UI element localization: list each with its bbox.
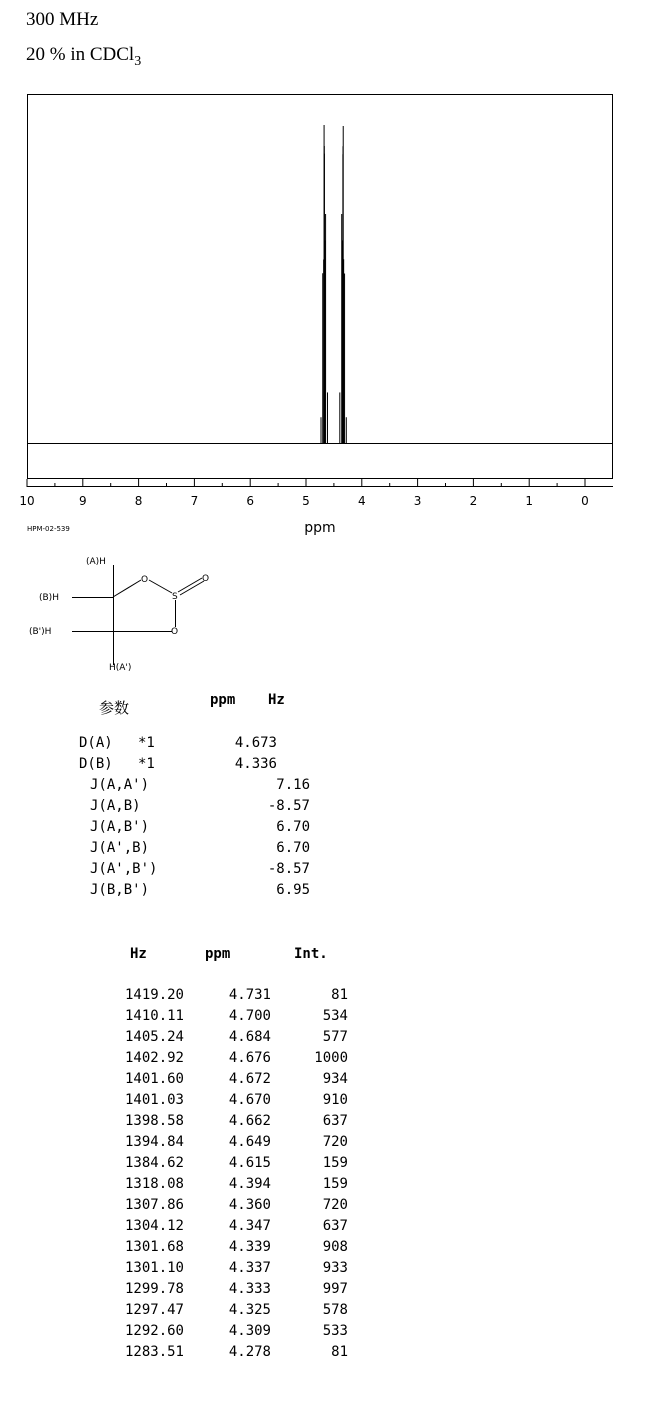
- x-axis-label: ppm: [304, 520, 336, 536]
- peak-ppm: 4.672: [228, 1071, 271, 1087]
- peak-ppm: 4.684: [228, 1029, 271, 1045]
- peak-int: 934: [322, 1071, 348, 1087]
- param-name: J(A',B'): [90, 861, 158, 877]
- x-tick-label: 1: [525, 494, 534, 508]
- plot-frame: [28, 95, 613, 479]
- peak-ppm: 4.670: [228, 1092, 271, 1108]
- peak-hz: 1419.20: [124, 987, 184, 1003]
- peak-ppm: 4.394: [228, 1176, 271, 1192]
- param-name: J(A,B'): [90, 819, 150, 835]
- peak-hz: 1384.62: [124, 1155, 184, 1171]
- peak-hz: 1318.08: [124, 1176, 184, 1192]
- peak-int: 933: [322, 1260, 348, 1276]
- param-name: J(A,A'): [90, 777, 150, 793]
- peak-ppm: 4.278: [228, 1344, 271, 1360]
- param-value: 6.70: [276, 840, 310, 856]
- param-value: -8.57: [267, 798, 310, 814]
- peak-int: 910: [322, 1092, 348, 1108]
- peak-hz: 1394.84: [124, 1134, 184, 1150]
- peak-ppm: 4.662: [228, 1113, 271, 1129]
- atom-s: S: [172, 592, 178, 602]
- peak-hz: 1401.60: [124, 1071, 184, 1087]
- label-h-b: (B)H: [39, 593, 59, 603]
- param-value: 7.16: [276, 777, 310, 793]
- peak-int: 720: [322, 1134, 348, 1150]
- peak-hz: 1410.11: [124, 1008, 184, 1024]
- spectrometer-frequency: 300 MHz: [26, 9, 99, 30]
- param-value: 4.336: [234, 756, 277, 772]
- x-tick-label: 5: [302, 494, 310, 508]
- peak-ppm: 4.615: [228, 1155, 271, 1171]
- bond-c1-o1: [113, 580, 141, 597]
- param-value: 6.70: [276, 819, 310, 835]
- peak-int: 577: [322, 1029, 348, 1045]
- bond-s-o3-a: [178, 578, 202, 592]
- x-tick-label: 9: [78, 494, 87, 508]
- param-name: J(A',B): [90, 840, 150, 856]
- atom-o1: O: [141, 575, 149, 585]
- peak-ppm: 4.339: [228, 1239, 271, 1255]
- peak-int: 1000: [314, 1050, 348, 1066]
- peak-int: 81: [331, 987, 348, 1003]
- peak-ppm: 4.333: [228, 1281, 271, 1297]
- peak-hz: 1301.68: [124, 1239, 184, 1255]
- peaks-group: [321, 125, 346, 443]
- bond-s-o3-b: [180, 581, 204, 595]
- peak-int: 81: [331, 1344, 348, 1360]
- peak-int: 534: [322, 1008, 348, 1024]
- peak-ppm: 4.337: [228, 1260, 271, 1276]
- peak-int: 578: [322, 1302, 348, 1318]
- params-header-hz: Hz: [268, 692, 285, 708]
- peak-hz: 1307.86: [124, 1197, 184, 1213]
- peak-hz: 1304.12: [124, 1218, 184, 1234]
- peak-header-ppm: ppm: [205, 946, 231, 962]
- spectrum-id: HPM-02-539: [27, 525, 70, 533]
- label-h-a-prime: H(A'): [109, 663, 132, 673]
- peak-ppm: 4.700: [228, 1008, 271, 1024]
- peak-hz: 1401.03: [124, 1092, 184, 1108]
- x-axis-ticks: [19, 479, 588, 508]
- x-tick-label: 7: [190, 494, 199, 508]
- peak-hz: 1292.60: [124, 1323, 184, 1339]
- label-h-b-prime: (B')H: [29, 627, 52, 637]
- peak-hz: 1402.92: [124, 1050, 184, 1066]
- peak-ppm: 4.731: [228, 987, 271, 1003]
- peak-int: 637: [322, 1218, 348, 1234]
- x-tick-label: 0: [581, 494, 589, 508]
- nmr-spectrum-chart: [0, 0, 652, 545]
- peak-int: 533: [322, 1323, 348, 1339]
- peak-hz: 1301.10: [124, 1260, 184, 1276]
- param-name: D(B) *1: [79, 756, 155, 772]
- peak-ppm: 4.676: [228, 1050, 271, 1066]
- peak-ppm: 4.309: [228, 1323, 271, 1339]
- x-tick-label: 6: [246, 494, 255, 508]
- peak-int: 997: [322, 1281, 348, 1297]
- peak-hz: 1297.47: [124, 1302, 184, 1318]
- peak-header-hz: Hz: [130, 946, 147, 962]
- param-value: 6.95: [276, 882, 310, 898]
- x-tick-label: 2: [469, 494, 478, 508]
- peak-int: 720: [322, 1197, 348, 1213]
- peak-ppm: 4.347: [228, 1218, 271, 1234]
- peak-hz: 1405.24: [124, 1029, 184, 1045]
- peak-ppm: 4.649: [228, 1134, 271, 1150]
- atom-o3: O: [202, 574, 210, 584]
- solvent-subscript: 3: [134, 53, 142, 69]
- peak-ppm: 4.325: [228, 1302, 271, 1318]
- bond-o1-s: [149, 580, 172, 593]
- param-value: 4.673: [234, 735, 277, 751]
- param-value: -8.57: [267, 861, 310, 877]
- x-tick-label: 8: [134, 494, 143, 508]
- param-name: J(B,B'): [90, 882, 150, 898]
- peak-int: 159: [322, 1155, 348, 1171]
- peak-header-int: Int.: [294, 946, 328, 962]
- params-header-param: 参数: [99, 699, 130, 717]
- x-tick-label: 3: [413, 494, 422, 508]
- param-name: J(A,B): [90, 798, 141, 814]
- peak-int: 159: [322, 1176, 348, 1192]
- label-h-a: (A)H: [86, 557, 106, 567]
- peak-ppm: 4.360: [228, 1197, 271, 1213]
- peak-hz: 1283.51: [124, 1344, 184, 1360]
- peak-int: 908: [322, 1239, 348, 1255]
- peak-hz: 1398.58: [124, 1113, 184, 1129]
- peak-int: 637: [322, 1113, 348, 1129]
- x-tick-label: 10: [19, 494, 35, 508]
- param-name: D(A) *1: [79, 735, 155, 751]
- atom-o2: O: [171, 627, 179, 637]
- params-header-ppm: ppm: [210, 692, 236, 708]
- peak-hz: 1299.78: [124, 1281, 184, 1297]
- solvent-prefix: 20 % in CDCl: [26, 44, 135, 65]
- x-tick-label: 4: [357, 494, 366, 508]
